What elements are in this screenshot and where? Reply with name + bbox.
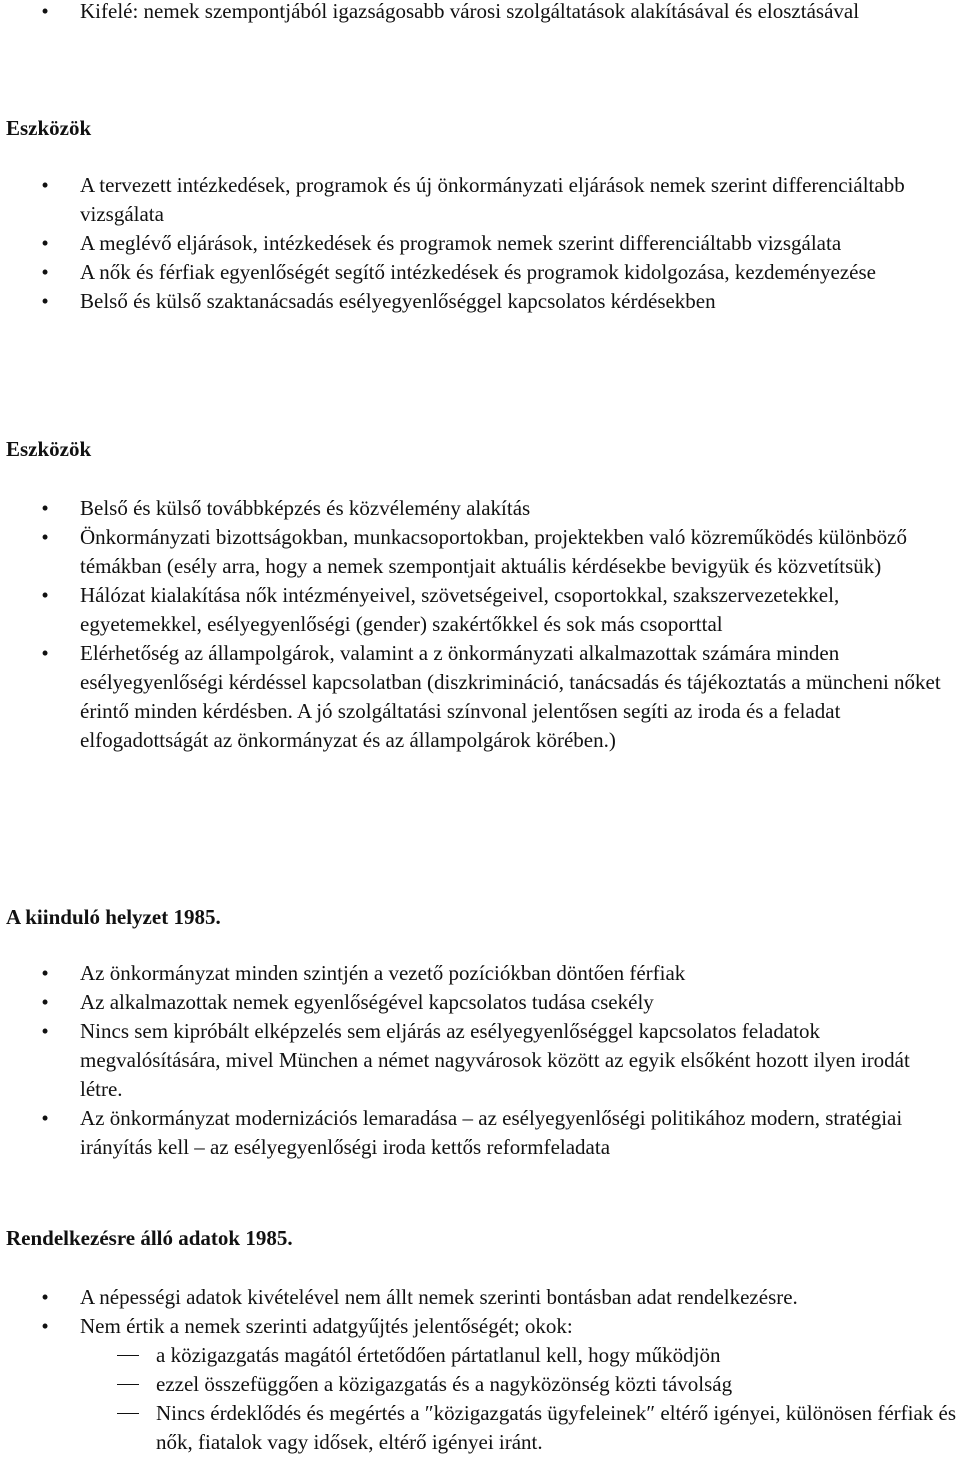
bullet-icon: • xyxy=(41,525,49,549)
list-item: • Kifelé: nemek szempontjából igazságosabb városi szolgáltatások alakításával és elosztásával xyxy=(0,0,960,26)
bullet-icon: • xyxy=(41,583,49,607)
list-item: • A népességi adatok kivételével nem állt nemek szerinti bontásban adat rendelkezésre. xyxy=(0,1283,960,1312)
bullet-icon: • xyxy=(41,1314,49,1338)
list-item: • Nincs sem kipróbált elképzelés sem eljárás az esélyegyenlőséggel kapcsolatos feladatok megvalósítására, mivel München a német nagyvárosok között az egyik elsőként hozott ilyen irodát létre. xyxy=(0,1017,960,1104)
bullet-icon: • xyxy=(41,1285,49,1309)
bullet-icon: • xyxy=(41,0,49,23)
bullet-icon: • xyxy=(41,260,49,284)
bullet-list xyxy=(0,1283,960,1341)
list-item: • Az alkalmazottak nemek egyenlőségével kapcsolatos tudása csekély xyxy=(0,988,960,1017)
bullet-icon: • xyxy=(41,990,49,1014)
dash-icon xyxy=(117,1413,139,1414)
list-item: • A tervezett intézkedések, programok és új önkormányzati eljárások nemek szerint differenciáltabb vizsgálata xyxy=(0,171,960,229)
list-item: • Belső és külső szaktanácsadás esélyegyenlőséggel kapcsolatos kérdésekben xyxy=(0,287,960,316)
section-heading-eszkozok-2: Eszközök xyxy=(6,437,92,461)
section-intro xyxy=(0,0,960,26)
list-item: • Elérhetőség az állampolgárok, valamint a z önkormányzati alkalmazottak számára minden esélyegyenlőségi kérdéssel kapcsolatban (diszkrimináció, tanácsadás és tájékoztatás a müncheni nőket érintő minden kérdésben. A jó szolgáltatási színvonal jelentősen segíti az iroda és a feladat elfogadottságát az önkormányzat és az állampolgárok körében.) xyxy=(0,639,960,755)
list-item: • Nem értik a nemek szerinti adatgyűjtés jelentőségét; okok: xyxy=(0,1312,960,1341)
bullet-list xyxy=(0,959,960,1162)
bullet-icon: • xyxy=(41,641,49,665)
list-item: • Az önkormányzat minden szintjén a vezető pozíciókban döntően férfiak xyxy=(0,959,960,988)
list-item: • Önkormányzati bizottságokban, munkacsoportokban, projektekben való közreműködés különböző témákban (esély arra, hogy a nemek szempontjait aktuális kérdésekbe bevigyük és közvetítsük) xyxy=(0,523,960,581)
list-item: • A meglévő eljárások, intézkedések és programok nemek szerint differenciáltabb vizsgálata xyxy=(0,229,960,258)
sub-list-item: ezzel összefüggően a közigazgatás és a nagyközönség közti távolság xyxy=(0,1370,960,1399)
section-heading-rendelkezesre-allo-adatok: Rendelkezésre álló adatok 1985. xyxy=(6,1226,293,1250)
list-item: • Hálózat kialakítása nők intézményeivel, szövetségeivel, csoportokkal, szakszervezetekkel, egyetemekkel, esélyegyenlőségi (gender) szakértőkkel és sok más csoporttal xyxy=(0,581,960,639)
section-eszkozok-2 xyxy=(0,494,960,755)
section-kiindulo-helyzet xyxy=(0,959,960,1162)
bullet-icon: • xyxy=(41,496,49,520)
section-eszkozok-1 xyxy=(0,171,960,316)
section-heading-kiindulo-helyzet: A kiinduló helyzet 1985. xyxy=(6,905,221,929)
section-rendelkezesre-allo-adatok xyxy=(0,1283,960,1457)
list-item: • Az önkormányzat modernizációs lemaradása – az esélyegyenlőségi politikához modern, stratégiai irányítás kell – az esélyegyenlőségi iroda kettős reformfeladata xyxy=(0,1104,960,1162)
bullet-list xyxy=(0,171,960,316)
list-item: • A nők és férfiak egyenlőségét segítő intézkedések és programok kidolgozása, kezdeményezése xyxy=(0,258,960,287)
bullet-icon: • xyxy=(41,289,49,313)
bullet-icon: • xyxy=(41,961,49,985)
dash-list xyxy=(0,1341,960,1457)
bullet-icon: • xyxy=(41,1106,49,1130)
section-heading-eszkozok-1: Eszközök xyxy=(6,116,92,140)
dash-icon xyxy=(117,1384,139,1385)
sub-list-item: Nincs érdeklődés és megértés a ″közigazgatás ügyfeleinek″ eltérő igényei, különösen férfiak és nők, fiatalok vagy idősek, eltérő igényei iránt. xyxy=(0,1399,960,1457)
bullet-icon: • xyxy=(41,231,49,255)
bullet-icon: • xyxy=(41,173,49,197)
sub-list-item: a közigazgatás magától értetődően pártatlanul kell, hogy működjön xyxy=(0,1341,960,1370)
bullet-icon: • xyxy=(41,1019,49,1043)
dash-icon xyxy=(117,1355,139,1356)
list-item: • Belső és külső továbbképzés és közvélemény alakítás xyxy=(0,494,960,523)
bullet-list xyxy=(0,494,960,755)
bullet-list xyxy=(0,0,960,26)
